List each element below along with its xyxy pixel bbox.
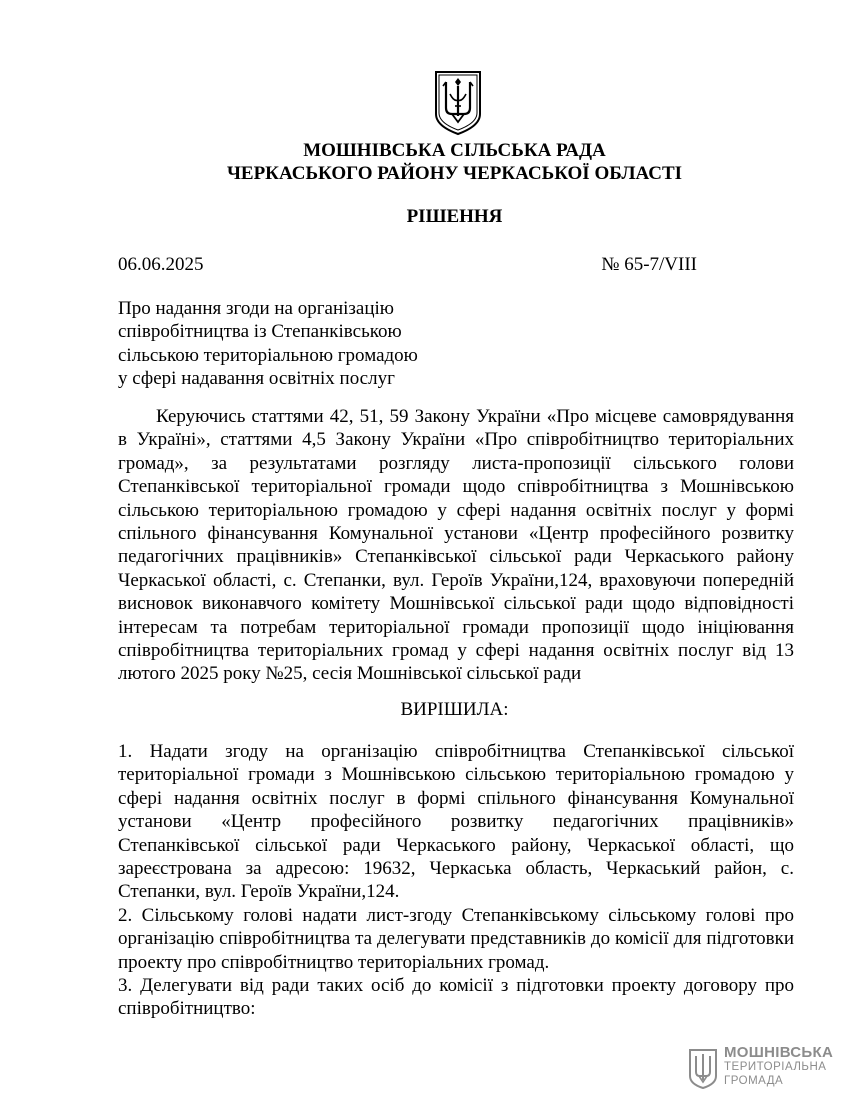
document-title: РІШЕННЯ	[406, 206, 503, 227]
watermark-line3: ГРОМАДА	[724, 1075, 784, 1087]
decision-date: 06.06.2025	[118, 254, 204, 275]
council-name-line2: ЧЕРКАСЬКОГО РАЙОНУ ЧЕРКАСЬКОЇ ОБЛАСТІ	[226, 163, 683, 184]
decision-number: № 65-7/VIII	[601, 254, 697, 275]
subject-line: у сфері надавання освітніх послуг	[118, 367, 395, 389]
trident-coat-of-arms-icon	[433, 70, 483, 136]
watermark-line1: МОШНІВСЬКА	[724, 1044, 834, 1061]
trident-logo-icon	[688, 1048, 718, 1090]
decision-item: 1. Надати згоду на організацію співробітництва Степанківської сільської територіальної громади з Мошнівською сільською територіальною громадою у сфері надання освітніх послуг в формі спільного фінансування Комунальної установи «Центр професійного розвитку педагогічних працівників» Степанківської сільської ради Черкаського району, Черкаської області, що зареєстрована за адресою: 19632, Черкаська область, Черкаський район, с. Степанки, вул. Героїв України,124.	[118, 741, 794, 903]
decision-item: 3. Делегувати від ради таких осіб до комісії з підготовки проекту договору про співробітництво:	[118, 975, 794, 1020]
resolved-heading: ВИРІШИЛА:	[400, 699, 509, 720]
subject-line: Про надання згоди на організацію	[118, 298, 394, 319]
council-name-line1: МОШНІВСЬКА СІЛЬСЬКА РАДА	[303, 140, 606, 161]
subject-line: співробітництва із Степанківською	[118, 321, 402, 343]
watermark-text	[724, 1046, 833, 1088]
subject-line: сільською територіальною громадою	[118, 344, 418, 366]
watermark-line2: ТЕРИТОРІАЛЬНА	[724, 1061, 827, 1073]
preamble-paragraph: Керуючись статтями 42, 51, 59 Закону України «Про місцеве самоврядування в Україні», статтями 4,5 Закону України «Про співробітництво територіальних громад», за результатами розгляду листа-пропозиції сільського голови Степанківської територіальної громади щодо співробітництва з Мошнівською сільською територіальною громадою у сфері надання освітніх послуг у формі спільного фінансування Комунальної установи «Центр професійного розвитку педагогічних працівників» Степанківської сільської ради Черкаського району Черкаської області, с. Степанки, вул. Героїв України,124, враховуючи попередній висновок виконавчого комітету Мошнівської сільської ради щодо відповідності інтересам та потребам територіальної громади пропозиції щодо ініціювання співробітництва територіальних громад у сфері надання освітніх послуг від 13 лютого 2025 року №25, сесія Мошнівської сільської ради	[118, 406, 794, 685]
decision-items	[118, 740, 794, 1021]
decision-item: 2. Сільському голові надати лист-згоду Степанківському сільському голові про організацію співробітництва та делегувати представників до комісії для підготовки проекту про співробітництво територіальних громад.	[118, 904, 794, 973]
decision-subject	[118, 297, 458, 390]
community-logo-watermark	[688, 1046, 838, 1094]
